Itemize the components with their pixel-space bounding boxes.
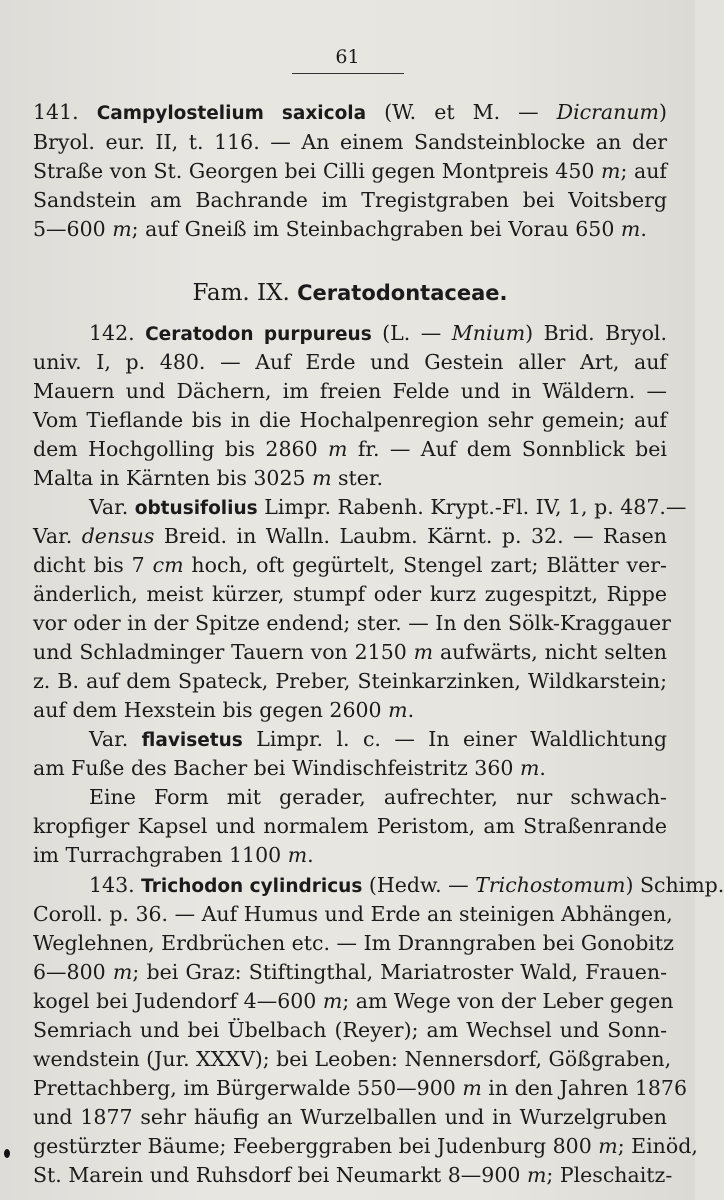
family-heading-prefix: Fam. IX. xyxy=(192,280,290,306)
text-line xyxy=(33,986,674,1016)
line-text: 143. xyxy=(89,873,142,897)
family-heading-name: Ceratodontaceae. xyxy=(297,281,508,305)
text-line xyxy=(33,899,673,929)
italic-text: m xyxy=(601,159,621,183)
line-text: 5—600 xyxy=(33,217,113,241)
line-text: z. B. auf dem Spateck, Preber, Steinkarzinken, Wildkarstein; xyxy=(33,669,667,693)
text-line xyxy=(33,97,667,127)
line-text: Malta in Kärnten bis 3025 xyxy=(33,466,313,490)
line-text: Prettachberg, im Bürgerwalde 550—900 xyxy=(33,1076,463,1100)
line-text: ; auf xyxy=(620,159,668,183)
line-text: Eine Form mit gerader, aufrechter, nur schwach- xyxy=(89,785,667,809)
line-text: Breid. in Walln. Laubm. Kärnt. p. 32. — Rasen xyxy=(154,524,668,548)
text-line xyxy=(33,1015,667,1045)
line-text: Var. xyxy=(89,495,135,519)
line-text: ster. xyxy=(331,466,383,490)
line-text: Weglehnen, Erdbrüchen etc. — Im Dranngraben bei Gonobitz xyxy=(33,931,674,955)
text-line xyxy=(33,376,667,406)
text-line xyxy=(33,434,667,464)
line-text: Limpr. Rabenh. Krypt.-Fl. IV, 1, p. 487.— xyxy=(257,495,687,519)
italic-text: m xyxy=(526,1163,547,1187)
line-text: fr. — Auf dem Sonnblick bei xyxy=(347,437,667,461)
text-line xyxy=(89,318,667,348)
italic-text: cm xyxy=(152,553,184,577)
text-line xyxy=(33,156,667,186)
line-text: Var. xyxy=(33,524,82,548)
italic-text: m xyxy=(388,698,408,722)
text-line xyxy=(33,1131,698,1161)
text-line xyxy=(33,608,671,638)
italic-text: Dicranum xyxy=(556,100,659,124)
text-line xyxy=(33,753,667,783)
text-line xyxy=(33,840,667,870)
line-text: ) Brid. Bryol. xyxy=(525,321,667,345)
line-text: (L. — xyxy=(371,321,452,345)
line-text: univ. I, p. 480. — Auf Erde und Gestein aller Art, auf xyxy=(33,350,667,374)
text-line xyxy=(33,637,667,667)
line-text: . xyxy=(407,698,415,722)
text-line xyxy=(33,957,667,987)
text-line xyxy=(33,347,667,377)
line-text: auf dem Hexstein bis gegen 2600 xyxy=(33,698,389,722)
italic-text: m xyxy=(620,217,641,241)
text-line xyxy=(33,550,667,580)
text-line xyxy=(33,1160,673,1190)
line-text: ; Pleschaitz- xyxy=(546,1163,673,1187)
text-line xyxy=(89,870,724,900)
text-line xyxy=(33,127,667,157)
italic-text: Mnium xyxy=(451,321,526,345)
italic-text: m xyxy=(519,756,540,780)
italic-text: m xyxy=(112,960,133,984)
text-line xyxy=(33,1044,672,1074)
line-text: ) xyxy=(659,100,667,124)
line-text: . xyxy=(307,843,314,867)
text-line xyxy=(33,666,667,696)
italic-text: m xyxy=(413,640,434,664)
text-line xyxy=(33,811,667,841)
italic-text: m xyxy=(598,1134,618,1158)
ink-spot xyxy=(4,1149,10,1158)
line-text: Limpr. l. c. — In einer Waldlichtung xyxy=(242,727,668,751)
header-rule xyxy=(292,73,404,74)
italic-text: m xyxy=(462,1076,482,1100)
line-text: wendstein (Jur. XXXV); bei Leoben: Nennersdorf, Gößgraben, xyxy=(33,1047,672,1071)
text-line xyxy=(33,928,674,958)
line-text: 142. xyxy=(89,321,146,345)
line-text: Semriach und bei Übelbach (Reyer); am Wechsel und Sonn- xyxy=(33,1018,667,1042)
line-text: dicht bis 7 xyxy=(33,553,153,577)
line-text: 141. xyxy=(33,100,97,124)
text-line xyxy=(33,1073,688,1103)
text-line xyxy=(89,782,667,812)
species-name: Campylostelium saxicola xyxy=(96,103,367,124)
line-text: . xyxy=(539,756,546,780)
line-text: am Fuße des Bacher bei Windischfeistritz 360 xyxy=(33,756,520,780)
line-text: ) Schimp. xyxy=(625,873,724,897)
line-text: (Hedw. — xyxy=(362,873,476,897)
line-text: aufwärts, nicht selten xyxy=(433,640,667,664)
italic-text: m xyxy=(312,466,332,490)
line-text: ; Einöd, xyxy=(617,1134,698,1158)
line-text: Vom Tieflande bis in die Hochalpenregion sehr gemein; auf xyxy=(33,408,667,432)
italic-text: m xyxy=(328,437,348,461)
family-heading xyxy=(33,278,667,308)
line-text: vor oder in der Spitze endend; ster. — In den Sölk-Kraggauer xyxy=(33,611,671,635)
line-text: gestürzter Bäume; Feeberggraben bei Judenburg 800 xyxy=(33,1134,599,1158)
line-text: Bryol. eur. II, t. 116. — An einem Sandsteinblocke an der xyxy=(33,130,667,154)
species-name: flavisetus xyxy=(141,730,243,751)
text-line xyxy=(33,521,667,551)
italic-text: m xyxy=(112,217,132,241)
line-text: in den Jahren 1876 xyxy=(481,1076,688,1100)
line-text: ; bei Graz: Stiftingthal, Mariatroster Wald, Frauen- xyxy=(132,960,667,984)
text-line xyxy=(33,695,667,725)
line-text: ; auf Gneiß im Steinbachgraben bei Vorau 650 xyxy=(131,217,621,241)
line-text: änderlich, meist kürzer, stumpf oder kurz zugespitzt, Rippe xyxy=(33,582,667,606)
line-text: und Schladminger Tauern von 2150 xyxy=(33,640,414,664)
text-line xyxy=(33,463,667,493)
species-name: Trichodon cylindricus xyxy=(141,876,363,897)
line-text: kogel bei Judendorf 4—600 xyxy=(33,989,323,1013)
text-line xyxy=(33,214,667,244)
line-text: dem Hochgolling bis 2860 xyxy=(33,437,328,461)
line-text: hoch, oft gegürtelt, Stengel zart; Blätter ver- xyxy=(183,553,667,577)
line-text: Mauern und Dächern, im freien Felde und in Wäldern. — xyxy=(33,379,667,403)
line-text: (W. et M. — xyxy=(366,100,557,124)
line-text: und 1877 sehr häufig an Wurzelballen und in Wurzelgruben xyxy=(33,1105,667,1129)
italic-text: Trichostomum xyxy=(475,873,626,897)
italic-text: m xyxy=(287,843,308,867)
line-text: Var. xyxy=(89,727,142,751)
line-text: kropfiger Kapsel und normalem Peristom, am Straßenrande xyxy=(33,814,667,838)
text-line xyxy=(33,405,667,435)
line-text: ; am Wege von der Leber gegen xyxy=(342,989,674,1013)
italic-text: densus xyxy=(81,524,155,548)
text-line xyxy=(33,579,667,609)
page-number: 61 xyxy=(335,46,360,68)
line-text: Coroll. p. 36. — Auf Humus und Erde an steinigen Abhängen, xyxy=(33,902,673,926)
species-name: Ceratodon purpureus xyxy=(145,324,372,345)
italic-text: m xyxy=(322,989,343,1013)
line-text: . xyxy=(640,217,647,241)
line-text: 6—800 xyxy=(33,960,113,984)
text-line xyxy=(33,1102,667,1132)
line-text: im Turrachgraben 1100 xyxy=(33,843,288,867)
text-line xyxy=(89,492,687,522)
species-name: obtusifolius xyxy=(134,498,258,519)
text-line xyxy=(33,185,667,215)
line-text: Straße von St. Georgen bei Cilli gegen Montpreis 450 xyxy=(33,159,602,183)
line-text: Sandstein am Bachrande im Tregistgraben bei Voitsberg xyxy=(33,188,667,212)
text-line xyxy=(89,724,667,754)
line-text: St. Marein und Ruhsdorf bei Neumarkt 8—900 xyxy=(33,1163,527,1187)
